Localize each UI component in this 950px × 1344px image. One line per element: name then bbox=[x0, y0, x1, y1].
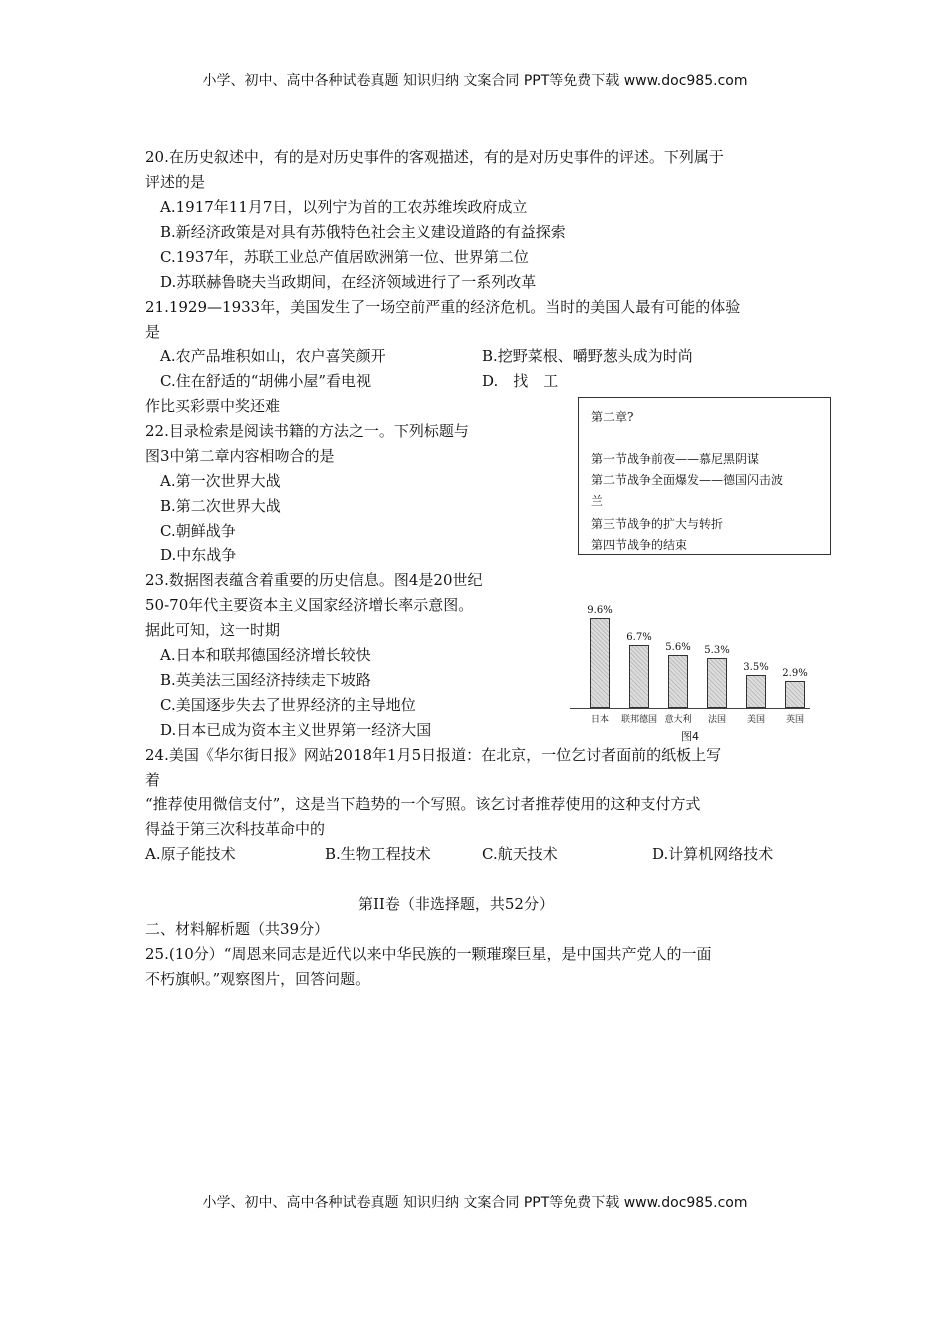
category-label: 意大利 bbox=[664, 715, 692, 725]
text-line: C.航天技术 bbox=[482, 845, 558, 863]
toc-line: 第四节战争的结束 bbox=[591, 538, 688, 552]
text-line: A.原子能技术 bbox=[145, 845, 236, 863]
text-line: 21.1929—1933年，美国发生了一场空前严重的经济危机。当时的美国人最有可能的体验 bbox=[145, 298, 741, 316]
text-line: 24.美国《华尔街日报》网站2018年1月5日报道：在北京，一位乞讨者面前的纸板上写 bbox=[145, 746, 722, 764]
data-label: 5.6% bbox=[665, 642, 691, 654]
text-line: B.新经济政策是对具有苏俄特色社会主义建设道路的有益探索 bbox=[160, 223, 566, 241]
text-line: A.第一次世界大战 bbox=[160, 472, 281, 490]
toc-line: 第二章? bbox=[591, 410, 634, 424]
text-line: 二、材料解析题（共39分） bbox=[145, 920, 330, 938]
text-line: A.农产品堆积如山，农户喜笑颜开 bbox=[160, 347, 386, 365]
text-line: C.住在舒适的“胡佛小屋”看电视 bbox=[160, 372, 372, 390]
bar bbox=[746, 675, 766, 708]
data-label: 9.6% bbox=[587, 604, 613, 616]
text-line: A.日本和联邦德国经济增长较快 bbox=[160, 646, 371, 664]
text-line: B.生物工程技术 bbox=[325, 845, 431, 863]
x-axis bbox=[570, 708, 810, 709]
text-line: D.计算机网络技术 bbox=[652, 845, 774, 863]
category-label: 美国 bbox=[746, 715, 765, 725]
text-line: 得益于第三次科技革命中的 bbox=[145, 820, 326, 838]
data-label: 5.3% bbox=[704, 645, 730, 657]
data-label: 3.5% bbox=[743, 662, 769, 674]
toc-line: 第一节战争前夜——慕尼黑阴谋 bbox=[591, 452, 760, 466]
text-line: 是 bbox=[145, 323, 161, 341]
text-line: 图3中第二章内容相吻合的是 bbox=[145, 447, 335, 465]
text-line: 着 bbox=[145, 771, 161, 789]
text-line: “推荐使用微信支付”，这是当下趋势的一个写照。该乞讨者推荐使用的这种支付方式 bbox=[145, 795, 701, 813]
chart-caption: 图4 bbox=[681, 730, 699, 743]
category-label: 日本 bbox=[590, 715, 609, 725]
data-label: 2.9% bbox=[782, 667, 808, 679]
text-line: B.英美法三国经济持续走下坡路 bbox=[160, 671, 371, 689]
category-label: 英国 bbox=[785, 715, 804, 725]
text-line: D. 找 工 bbox=[482, 372, 559, 390]
text-line: 评述的是 bbox=[145, 173, 206, 191]
bar bbox=[590, 618, 610, 708]
toc-line: 兰 bbox=[591, 494, 604, 508]
text-line: A.1917年11月7日，以列宁为首的工农苏维埃政府成立 bbox=[160, 198, 528, 216]
bar bbox=[629, 645, 649, 708]
text-line: D.日本已成为资本主义世界第一经济大国 bbox=[160, 721, 432, 739]
toc-line: 第二节战争全面爆发——德国闪击波 bbox=[591, 473, 784, 487]
text-line: C.美国逐步失去了世界经济的主导地位 bbox=[160, 696, 416, 714]
text-line: C.朝鲜战争 bbox=[160, 522, 236, 540]
text-line: 不朽旗帜。”观察图片，回答问题。 bbox=[145, 970, 371, 988]
data-label: 6.7% bbox=[626, 632, 652, 644]
bar bbox=[707, 658, 727, 708]
bar bbox=[668, 655, 688, 708]
text-line: C.1937年，苏联工业总产值居欧洲第一位、世界第二位 bbox=[160, 248, 529, 266]
toc-figure-3 bbox=[578, 397, 831, 555]
bar-chart-figure-4 bbox=[565, 600, 815, 745]
text-line: 作比买彩票中奖还难 bbox=[145, 397, 281, 415]
bar bbox=[785, 681, 805, 708]
text-line: D.苏联赫鲁晓夫当政期间，在经济领域进行了一系列改革 bbox=[160, 273, 537, 291]
text-line: 第II卷（非选择题，共52分） bbox=[358, 895, 554, 913]
text-line: 25.(10分）“周恩来同志是近代以来中华民族的一颗璀璨巨星，是中国共产党人的一面 bbox=[145, 945, 712, 963]
text-line: B.挖野菜根、嚼野葱头成为时尚 bbox=[482, 347, 693, 365]
page-footer: 小学、初中、高中各种试卷真题 知识归纳 文案合同 PPT等免费下载 www.doc985.com bbox=[202, 1195, 748, 1211]
category-label: 法国 bbox=[707, 715, 726, 725]
text-line: B.第二次世界大战 bbox=[160, 497, 281, 515]
toc-line: 第三节战争的扩大与转折 bbox=[591, 517, 724, 531]
page-header: 小学、初中、高中各种试卷真题 知识归纳 文案合同 PPT等免费下载 www.doc985.com bbox=[202, 73, 748, 89]
text-line: 20.在历史叙述中，有的是对历史事件的客观描述，有的是对历史事件的评述。下列属于 bbox=[145, 148, 724, 166]
text-line: D.中东战争 bbox=[160, 546, 237, 564]
text-line: 22.目录检索是阅读书籍的方法之一。下列标题与 bbox=[145, 422, 469, 440]
category-label: 联邦德国 bbox=[620, 715, 657, 725]
text-line: 据此可知，这一时期 bbox=[145, 621, 281, 639]
text-line: 23.数据图表蕴含着重要的历史信息。图4是20世纪 bbox=[145, 571, 483, 589]
text-line: 50-70年代主要资本主义国家经济增长率示意图。 bbox=[145, 596, 474, 614]
